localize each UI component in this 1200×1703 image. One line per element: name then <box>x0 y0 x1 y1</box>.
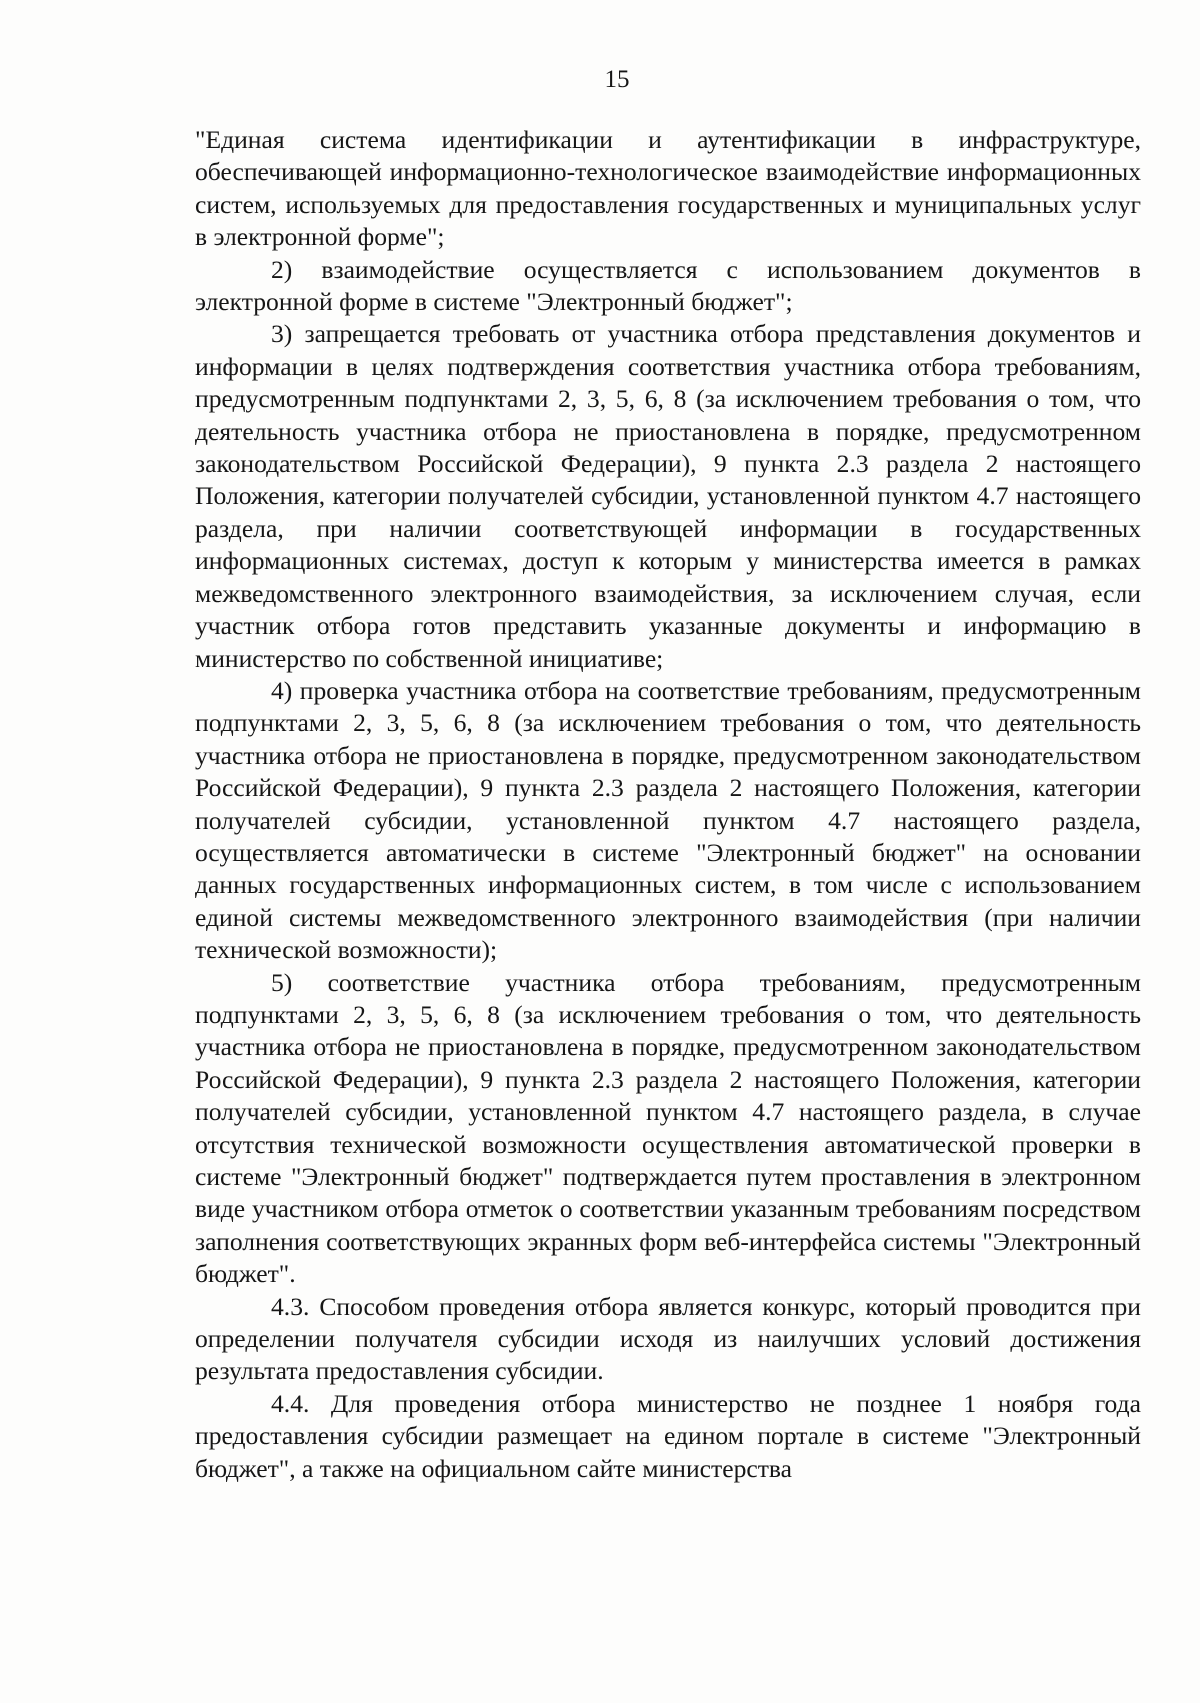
page-number: 15 <box>604 66 630 93</box>
paragraph-item-5: 5) соответствие участника отбора требованиям, предусмотренным подпунктами 2, 3, 5, 6, 8 (за исключением требования о том, что деятельность участника отбора не приостановлена в порядке, предусмотренном законодательством Российской Федерации), 9 пункта 2.3 раздела 2 настоящего Положения, категории получателей субсидии, установленной пунктом 4.7 настоящего раздела, в случае отсутствия технической возможности осуществления автоматической проверки в системе "Электронный бюджет" подтверждается путем проставления в электронном виде участником отбора отметок о соответствии указанным требованиям посредством заполнения соответствующих экранных форм веб-интерфейса системы "Электронный бюджет". <box>195 967 1141 1289</box>
paragraph-continuation: "Единая система идентификации и аутентификации в инфраструктуре, обеспечивающей информационно-технологическое взаимодействие информационных систем, используемых для предоставления государственных и муниципальных услуг в электронной форме"; <box>195 125 1141 252</box>
paragraph-section-4-3: 4.3. Способом проведения отбора является конкурс, который проводится при определении получателя субсидии исходя из наилучших условий достижения результата предоставления субсидии. <box>195 1291 1141 1386</box>
paragraph-item-4: 4) проверка участника отбора на соответствие требованиям, предусмотренным подпунктами 2, 3, 5, 6, 8 (за исключением требования о том, что деятельность участника отбора не приостановлена в порядке, предусмотренном законодательством Российской Федерации), 9 пункта 2.3 раздела 2 настоящего Положения, категории получателей субсидии, установленной пунктом 4.7 настоящего раздела, осуществляется автоматически в системе "Электронный бюджет" на основании данных государственных информационных систем, в том числе с использованием единой системы межведомственного электронного взаимодействия (при наличии технической возможности); <box>195 675 1141 965</box>
paragraph-item-3: 3) запрещается требовать от участника отбора представления документов и информации в целях подтверждения соответствия участника отбора требованиям, предусмотренным подпунктами 2, 3, 5, 6, 8 (за исключением требования о том, что деятельность участника отбора не приостановлена в порядке, предусмотренном законодательством Российской Федерации), 9 пункта 2.3 раздела 2 настоящего Положения, категории получателей субсидии, установленной пунктом 4.7 настоящего раздела, при наличии соответствующей информации в государственных информационных системах, доступ к которым у министерства имеется в рамках межведомственного электронного взаимодействия, за исключением случая, если участник отбора готов представить указанные документы и информацию в министерство по собственной инициативе; <box>195 319 1141 673</box>
document-body <box>195 124 1141 1485</box>
paragraph-item-2: 2) взаимодействие осуществляется с использованием документов в электронной форме в системе "Электронный бюджет"; <box>195 254 1141 317</box>
paragraph-section-4-4: 4.4. Для проведения отбора министерство не позднее 1 ноября года предоставления субсидии размещает на едином портале в системе "Электронный бюджет", а также на официальном сайте министерства <box>195 1388 1141 1483</box>
